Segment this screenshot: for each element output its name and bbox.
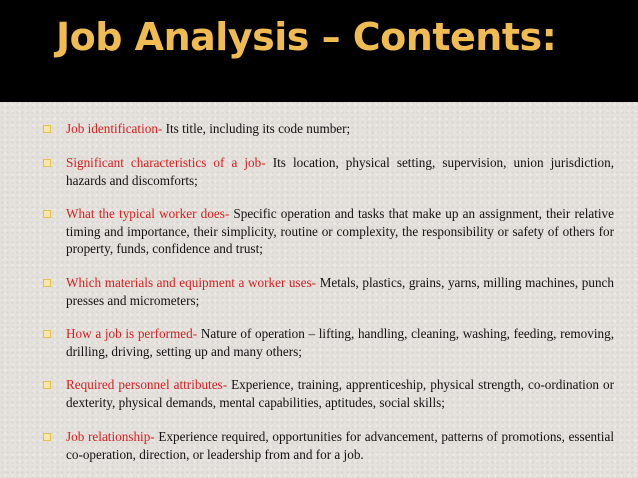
list-item-key: Significant characteristics of a job-: [66, 155, 266, 170]
list-item-text: [66, 205, 614, 258]
list-item-description: Metals, plastics, grains, yarns, milling machines, punch presses and micrometers;: [66, 275, 615, 308]
list-item-text: [66, 120, 614, 138]
list-item-description: Nature of operation – lifting, handling, cleaning, washing, feeding, removing, drilling, driving, setting up and many others;: [66, 326, 614, 359]
list-item-text: [66, 154, 614, 189]
title-bar: [0, 0, 638, 102]
list-item-text: [66, 376, 614, 411]
bullet-square-icon: [43, 279, 51, 287]
list-item-text: [66, 325, 614, 360]
bullet-square-icon: [43, 210, 51, 218]
list-item-key: Required personnel attributes-: [66, 377, 228, 392]
list-item-description: Its location, physical setting, supervision, union jurisdiction, hazards and discomforts;: [66, 155, 614, 188]
list-item-description: Experience required, opportunities for advancement, patterns of promotions, essential co-operation, direction, or leadership from and for a job.: [66, 429, 614, 462]
bullet-square-icon: [43, 125, 51, 133]
list-item-text: [66, 428, 614, 463]
slide-title: Job Analysis – Contents:: [56, 15, 557, 59]
bullet-square-icon: [43, 381, 51, 389]
list-item-key: What the typical worker does-: [66, 206, 230, 221]
list-item-description: Experience, training, apprenticeship, physical strength, co-ordination or dexterity, physical demands, mental capabilities, aptitudes, social skills;: [66, 377, 615, 410]
list-item-key: Which materials and equipment a worker uses-: [66, 275, 317, 290]
list-item-text: [66, 274, 614, 309]
list-item-description: Specific operation and tasks that make up an assignment, their relative timing and importance, their simplicity, routine or complexity, the responsibility or safety of others for property, funds, confidence and trust;: [66, 206, 614, 256]
list-item-key: Job relationship-: [66, 429, 155, 444]
list-item-key: Job identification-: [66, 121, 163, 136]
bullet-square-icon: [43, 330, 51, 338]
list-item-key: How a job is performed-: [66, 326, 198, 341]
list-item-description: Its title, including its code number;: [162, 121, 351, 136]
bullet-square-icon: [43, 159, 51, 167]
bullet-square-icon: [43, 433, 51, 441]
